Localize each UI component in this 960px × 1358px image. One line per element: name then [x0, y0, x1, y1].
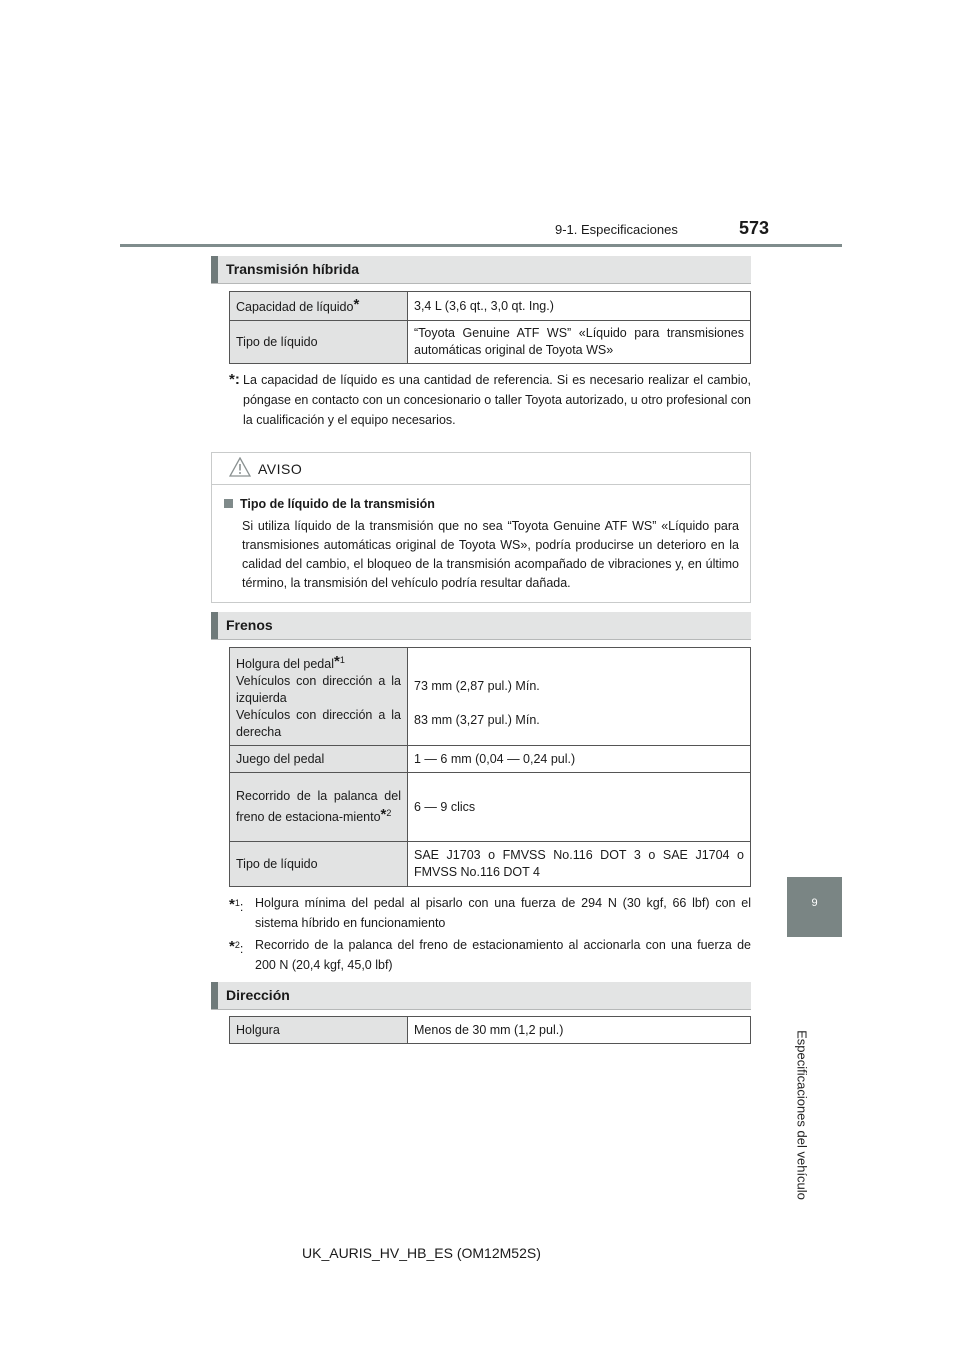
table-row — [230, 746, 751, 773]
chapter-label — [794, 1030, 818, 1200]
page-number: 573 — [739, 218, 770, 238]
warning-triangle-icon — [229, 457, 251, 477]
notice-box — [211, 452, 751, 603]
table-key: Capacidad de líquido* — [230, 292, 408, 321]
footnote-marker: *$^2$: — [229, 938, 244, 957]
footnote-text: Recorrido de la palanca del freno de estacionamiento al accionarla con una fuerza de 200 N (20,4 kgf, 45,0 lbf) — [255, 938, 751, 972]
table-value: Menos de 30 mm (1,2 pul.) — [408, 1017, 751, 1044]
table-subkey: Vehículos con dirección a la derecha — [236, 708, 401, 740]
table-value-line: 73 mm (2,87 pul.) Mín. — [414, 679, 540, 694]
footnote-text: Holgura mínima del pedal al pisarlo con una fuerza de 294 N (30 kgf, 66 lbf) con el sistema híbrido en funcionamiento — [255, 896, 751, 930]
section-heading-direccion — [211, 982, 751, 1010]
notice-subtitle: Tipo de líquido de la transmisión — [224, 497, 435, 511]
table-row — [230, 1017, 751, 1044]
table-key: Tipo de líquido — [230, 842, 408, 887]
table-key: Holgura del pedal*$^1$ Vehículos con dirección a la izquierda Vehículos con dirección a la derecha — [230, 648, 408, 746]
square-bullet-icon — [224, 499, 233, 508]
table-subkey: Vehículos con dirección a la izquierda — [236, 674, 401, 706]
notice-text: Si utiliza líquido de la transmisión que no sea “Toyota Genuine ATF WS” «Líquido para transmisiones automáticas original de Toyota WS», podría producirse un deterioro en la calidad del cambio, el bloqueo de la transmisión acompañado de vibraciones y, en último término, la transmisión del vehículo podría resultar dañada. — [242, 519, 739, 590]
footnote-marker: * — [380, 806, 387, 824]
footnote-marker: *: — [229, 371, 240, 388]
table-value: 1 — 6 mm (0,04 — 0,24 pul.) — [408, 746, 751, 773]
footnote-text: La capacidad de líquido es una cantidad de referencia. Si es necesario realizar el cambio, póngase en contacto con un concesionario o taller Toyota autorizado, u otro profesional con la cualificación y el equipo necesarios. — [243, 373, 751, 427]
table-value — [408, 648, 751, 746]
footnote-marker: * — [353, 296, 360, 313]
notice-title: AVISO — [258, 461, 303, 477]
table-value: SAE J1703 o FMVSS No.116 DOT 3 o SAE J1704 o FMVSS No.116 DOT 4 — [408, 842, 751, 887]
table-value: 3,4 L (3,6 qt., 3,0 qt. Ing.) — [408, 292, 751, 321]
table-row — [230, 292, 751, 321]
section-heading-frenos — [211, 612, 751, 640]
table-row — [230, 773, 751, 842]
direccion-table — [229, 1016, 751, 1044]
document-id: UK_AURIS_HV_HB_ES (OM12M52S) — [302, 1245, 541, 1261]
chapter-tab — [787, 877, 842, 937]
table-key: Juego del pedal — [230, 746, 408, 773]
transmision-table — [229, 291, 751, 364]
header-rule — [120, 244, 842, 247]
footnote-marker: * — [334, 653, 340, 671]
section-heading-transmision — [211, 256, 751, 284]
footnote-marker: *$^1$: — [229, 896, 244, 915]
chapter-label-text: Especificaciones del vehículo — [794, 1030, 810, 1200]
footnote — [229, 935, 751, 975]
table-value: 6 — 9 clics — [408, 773, 751, 842]
section-heading-text: Frenos — [226, 617, 273, 633]
footnote — [229, 370, 751, 430]
table-row — [230, 842, 751, 887]
section-heading-text: Dirección — [226, 987, 290, 1003]
table-value-line: 83 mm (3,27 pul.) Mín. — [414, 713, 540, 728]
section-title: 9-1. Especificaciones — [555, 222, 678, 237]
table-key: Holgura — [230, 1017, 408, 1044]
frenos-table — [229, 647, 751, 887]
section-heading-text: Transmisión híbrida — [226, 261, 360, 277]
table-key: Recorrido de la palanca del freno de estaciona-miento*$^2$ — [230, 773, 408, 842]
table-key: Tipo de líquido — [230, 321, 408, 364]
table-value: “Toyota Genuine ATF WS” «Líquido para transmisiones automáticas original de Toyota WS» — [408, 321, 751, 364]
notice-header — [212, 453, 750, 485]
table-row — [230, 648, 751, 746]
footnote — [229, 893, 751, 933]
chapter-number: 9 — [811, 897, 818, 909]
table-row — [230, 321, 751, 364]
